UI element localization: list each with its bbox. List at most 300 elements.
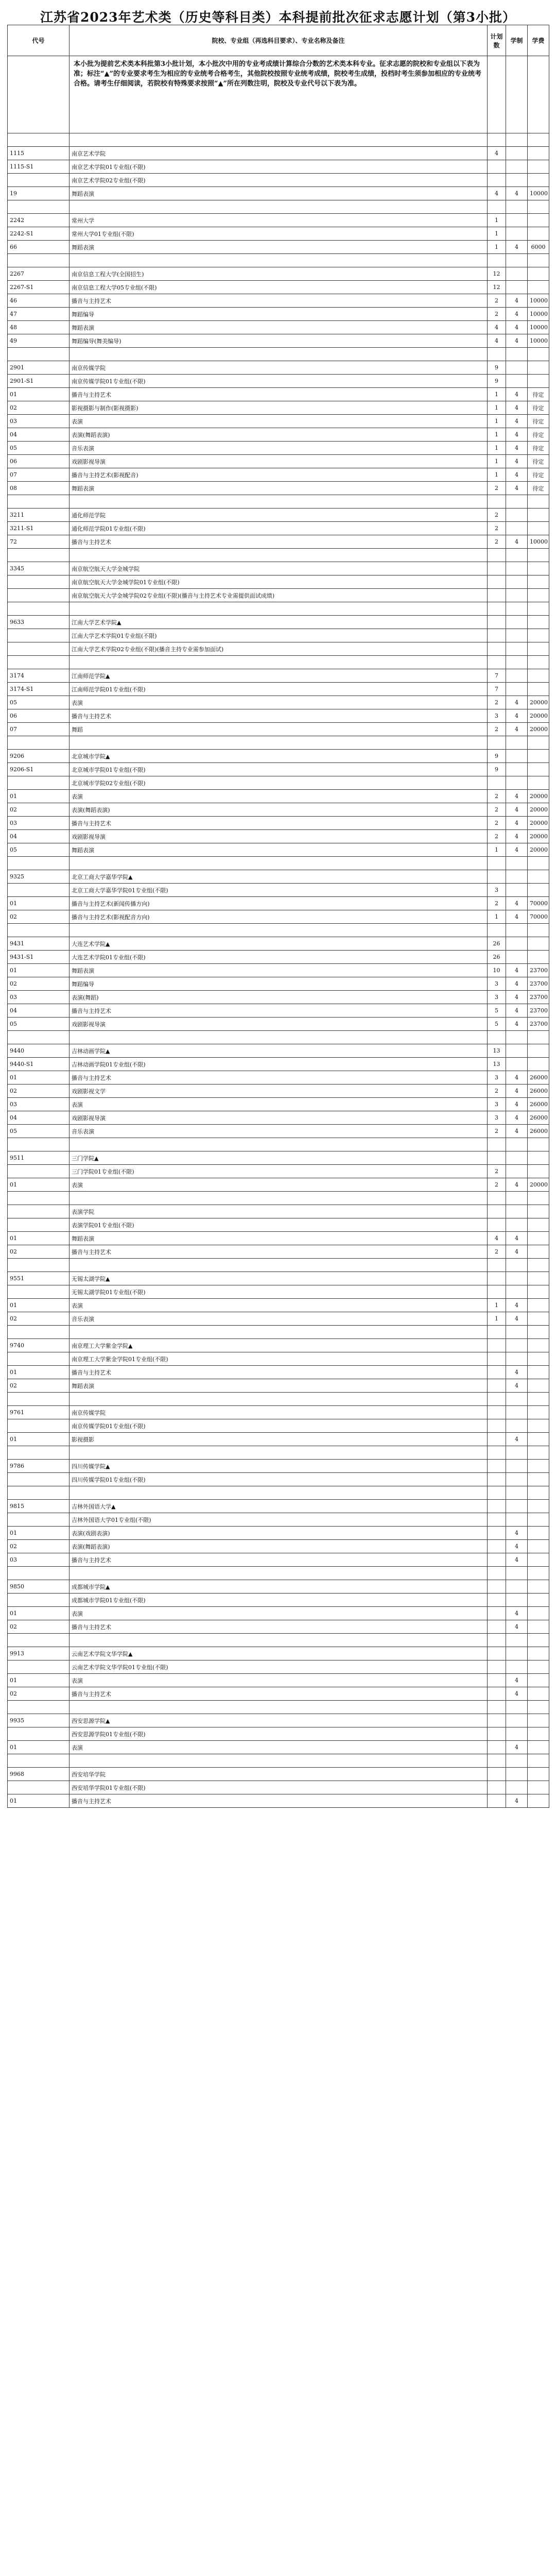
table-row xyxy=(8,535,549,549)
cell-fee xyxy=(528,1540,549,1553)
cell-plan xyxy=(488,1259,506,1272)
cell-name: 西安培华学院01专业组(不限) xyxy=(70,1781,488,1794)
cell-name: 江南大学艺术学院01专业组(不限) xyxy=(70,629,488,642)
cell-code xyxy=(8,602,70,616)
cell-code: 04 xyxy=(8,830,70,843)
cell-fee: 20000 xyxy=(528,830,549,843)
cell-name xyxy=(70,1393,488,1406)
cell-plan: 5 xyxy=(488,1004,506,1018)
cell-fee xyxy=(528,1473,549,1486)
cell-plan xyxy=(488,1486,506,1500)
cell-fee: 26000 xyxy=(528,1098,549,1111)
cell-plan: 9 xyxy=(488,361,506,375)
table-row xyxy=(8,348,549,361)
cell-fee xyxy=(528,1326,549,1339)
cell-code: 05 xyxy=(8,1125,70,1138)
cell-plan xyxy=(488,924,506,937)
cell-name: 北京工商大学嘉华学院01专业组(不限) xyxy=(70,884,488,897)
cell-years: 4 xyxy=(506,1433,528,1446)
cell-name: 通化师范学院 xyxy=(70,509,488,522)
table-row xyxy=(8,1245,549,1259)
cell-code: 9551 xyxy=(8,1272,70,1285)
cell-years: 4 xyxy=(506,790,528,803)
table-row xyxy=(8,991,549,1004)
table-row xyxy=(8,937,549,951)
cell-fee xyxy=(528,1660,549,1674)
cell-years xyxy=(506,776,528,790)
cell-fee: 20000 xyxy=(528,843,549,857)
cell-fee xyxy=(528,495,549,509)
cell-fee xyxy=(528,1701,549,1714)
cell-code: 02 xyxy=(8,1687,70,1701)
cell-code xyxy=(8,1513,70,1527)
cell-code xyxy=(8,1192,70,1205)
table-row xyxy=(8,294,549,308)
table-row xyxy=(8,187,549,200)
cell-fee xyxy=(528,1031,549,1044)
cell-name: 播音与主持艺术 xyxy=(70,1794,488,1808)
cell-fee xyxy=(528,1727,549,1741)
cell-plan xyxy=(488,1272,506,1285)
cell-plan xyxy=(488,602,506,616)
cell-plan xyxy=(488,1393,506,1406)
table-row xyxy=(8,200,549,214)
cell-name: 表演 xyxy=(70,1741,488,1754)
cell-plan xyxy=(488,1218,506,1232)
table-row xyxy=(8,843,549,857)
table-row xyxy=(8,857,549,870)
cell-years: 4 xyxy=(506,1607,528,1620)
table-row xyxy=(8,1687,549,1701)
cell-name: 表演 xyxy=(70,790,488,803)
table-row xyxy=(8,1138,549,1151)
cell-fee: 20000 xyxy=(528,1178,549,1192)
cell-years: 4 xyxy=(506,897,528,910)
table-row xyxy=(8,1540,549,1553)
cell-years: 4 xyxy=(506,1553,528,1567)
table-row xyxy=(8,709,549,723)
cell-years: 4 xyxy=(506,308,528,321)
cell-fee: 待定 xyxy=(528,468,549,482)
cell-name: 表演(舞蹈表演) xyxy=(70,428,488,442)
cell-years: 4 xyxy=(506,334,528,348)
cell-fee xyxy=(528,1272,549,1285)
cell-fee xyxy=(528,1754,549,1768)
cell-code: 06 xyxy=(8,455,70,468)
table-row xyxy=(8,1567,549,1580)
cell-plan: 4 xyxy=(488,334,506,348)
cell-plan xyxy=(488,776,506,790)
cell-plan: 10 xyxy=(488,964,506,977)
cell-fee xyxy=(528,1687,549,1701)
cell-fee xyxy=(528,281,549,294)
cell-fee xyxy=(528,1192,549,1205)
table-row xyxy=(8,656,549,669)
cell-code xyxy=(8,1326,70,1339)
cell-plan xyxy=(488,1567,506,1580)
cell-years xyxy=(506,870,528,884)
table-row xyxy=(8,910,549,924)
cell-name: 舞蹈表演 xyxy=(70,187,488,200)
cell-name: 舞蹈编导(舞美编导) xyxy=(70,334,488,348)
cell-plan xyxy=(488,1031,506,1044)
cell-name: 播音与主持艺术 xyxy=(70,535,488,549)
cell-code: 9935 xyxy=(8,1714,70,1727)
cell-fee: 26000 xyxy=(528,1125,549,1138)
table-row xyxy=(8,1634,549,1647)
cell-plan xyxy=(488,495,506,509)
cell-code: 1115 xyxy=(8,147,70,160)
cell-code xyxy=(8,1727,70,1741)
intro-code-cell xyxy=(8,56,70,133)
cell-code xyxy=(8,924,70,937)
cell-years xyxy=(506,642,528,656)
cell-plan xyxy=(488,1326,506,1339)
cell-years xyxy=(506,562,528,575)
cell-code xyxy=(8,174,70,187)
cell-fee xyxy=(528,924,549,937)
cell-name: 舞蹈表演 xyxy=(70,321,488,334)
cell-years: 4 xyxy=(506,817,528,830)
cell-plan: 26 xyxy=(488,937,506,951)
cell-code: 01 xyxy=(8,1674,70,1687)
cell-years xyxy=(506,951,528,964)
table-row xyxy=(8,1406,549,1419)
table-row xyxy=(8,1084,549,1098)
cell-name: 三门学院▲ xyxy=(70,1151,488,1165)
cell-name xyxy=(70,1259,488,1272)
cell-years: 4 xyxy=(506,1312,528,1326)
cell-plan xyxy=(488,656,506,669)
table-row xyxy=(8,1044,549,1058)
cell-code: 04 xyxy=(8,1111,70,1125)
table-row xyxy=(8,830,549,843)
cell-plan: 2 xyxy=(488,1178,506,1192)
cell-name: 大连艺术学院01专业组(不限) xyxy=(70,951,488,964)
cell-fee xyxy=(528,1794,549,1808)
cell-code xyxy=(8,1754,70,1768)
cell-fee xyxy=(528,1500,549,1513)
cell-name: 南京艺术学院01专业组(不限) xyxy=(70,160,488,174)
cell-code xyxy=(8,575,70,589)
table-row xyxy=(8,1218,549,1232)
cell-fee xyxy=(528,1218,549,1232)
cell-years xyxy=(506,884,528,897)
cell-fee xyxy=(528,1044,549,1058)
cell-code: 01 xyxy=(8,897,70,910)
cell-name: 南京传媒学院 xyxy=(70,1406,488,1419)
cell-code: 02 xyxy=(8,1620,70,1634)
cell-years: 4 xyxy=(506,468,528,482)
cell-code xyxy=(8,348,70,361)
cell-name xyxy=(70,495,488,509)
cell-code: 9206 xyxy=(8,750,70,763)
table-row xyxy=(8,696,549,709)
cell-plan xyxy=(488,1701,506,1714)
cell-plan: 1 xyxy=(488,468,506,482)
cell-plan xyxy=(488,1580,506,1594)
cell-fee: 23700 xyxy=(528,1018,549,1031)
cell-fee xyxy=(528,1594,549,1607)
cell-years xyxy=(506,656,528,669)
cell-name: 播音与主持艺术 xyxy=(70,1004,488,1018)
cell-years: 4 xyxy=(506,1178,528,1192)
cell-name: 南京传媒学院01专业组(不限) xyxy=(70,375,488,388)
cell-years xyxy=(506,1339,528,1352)
table-row xyxy=(8,1419,549,1433)
table-row xyxy=(8,1312,549,1326)
table-row xyxy=(8,1232,549,1245)
table-row xyxy=(8,616,549,629)
cell-name: 音乐表演 xyxy=(70,442,488,455)
cell-years xyxy=(506,1031,528,1044)
cell-years: 4 xyxy=(506,1540,528,1553)
cell-name xyxy=(70,1326,488,1339)
cell-years: 4 xyxy=(506,482,528,495)
cell-years: 4 xyxy=(506,1620,528,1634)
intro-text: 本小批为提前艺术类本科批第3小批计划，本小批次中用的专业考成绩计算综合分数的艺术类本科专业。征求志愿的院校和专业组以下表为准；标注“▲”的专业要求考生为相应的专业统考合格考生，其他院校按照专业统考成绩，院校考生成绩，投档时考生须参加相应的专业统考合格。请考生仔细阅读，若院校有特殊要求按照“▲”所在列数注明，院校及专业代号以下表为准。 xyxy=(70,56,488,133)
cell-fee xyxy=(528,884,549,897)
cell-plan xyxy=(488,1674,506,1687)
cell-plan: 1 xyxy=(488,428,506,442)
table-row xyxy=(8,1446,549,1460)
cell-name: 表演(舞蹈) xyxy=(70,991,488,1004)
cell-code: 3174-S1 xyxy=(8,683,70,696)
cell-name: 播音与主持艺术(影视配音) xyxy=(70,468,488,482)
cell-name: 云南艺术学院文华学院01专业组(不限) xyxy=(70,1660,488,1674)
cell-code: 9633 xyxy=(8,616,70,629)
cell-code xyxy=(8,642,70,656)
cell-fee xyxy=(528,1433,549,1446)
table-header-row xyxy=(8,25,549,56)
table-row xyxy=(8,1527,549,1540)
cell-plan: 2 xyxy=(488,522,506,535)
intro-fee-cell xyxy=(528,56,549,133)
table-row xyxy=(8,803,549,817)
cell-years xyxy=(506,1580,528,1594)
cell-code xyxy=(8,1701,70,1714)
cell-name: 吉林动画学院▲ xyxy=(70,1044,488,1058)
cell-years: 4 xyxy=(506,723,528,736)
table-row xyxy=(8,1553,549,1567)
table-row xyxy=(8,1580,549,1594)
table-row xyxy=(8,1352,549,1366)
cell-code xyxy=(8,1352,70,1366)
table-row xyxy=(8,897,549,910)
cell-fee: 待定 xyxy=(528,428,549,442)
cell-plan xyxy=(488,575,506,589)
cell-name: 舞蹈表演 xyxy=(70,964,488,977)
cell-code xyxy=(8,1660,70,1674)
cell-years: 4 xyxy=(506,455,528,468)
cell-name xyxy=(70,1701,488,1714)
cell-code: 01 xyxy=(8,388,70,401)
cell-fee: 10000 xyxy=(528,294,549,308)
cell-fee xyxy=(528,1379,549,1393)
cell-code: 01 xyxy=(8,1527,70,1540)
cell-years: 4 xyxy=(506,1527,528,1540)
cell-name xyxy=(70,736,488,750)
cell-fee: 23700 xyxy=(528,991,549,1004)
cell-name: 播音与主持艺术(新闻传播方向) xyxy=(70,897,488,910)
cell-years xyxy=(506,1567,528,1580)
cell-name: 南京理工大学紫金学院01专业组(不限) xyxy=(70,1352,488,1366)
cell-years xyxy=(506,1768,528,1781)
cell-name: 舞蹈表演 xyxy=(70,482,488,495)
cell-years xyxy=(506,174,528,187)
cell-years xyxy=(506,1727,528,1741)
cell-years xyxy=(506,1781,528,1794)
cell-plan: 2 xyxy=(488,696,506,709)
table-row xyxy=(8,401,549,415)
cell-fee xyxy=(528,1245,549,1259)
cell-years xyxy=(506,736,528,750)
table-row xyxy=(8,147,549,160)
cell-plan: 13 xyxy=(488,1058,506,1071)
cell-fee: 26000 xyxy=(528,1084,549,1098)
cell-plan: 2 xyxy=(488,1165,506,1178)
cell-plan: 1 xyxy=(488,843,506,857)
cell-name: 江南师范学院01专业组(不限) xyxy=(70,683,488,696)
cell-fee xyxy=(528,1299,549,1312)
cell-years: 4 xyxy=(506,1018,528,1031)
table-row xyxy=(8,174,549,187)
cell-years: 4 xyxy=(506,1794,528,1808)
table-row xyxy=(8,308,549,321)
cell-plan: 3 xyxy=(488,1111,506,1125)
cell-years xyxy=(506,375,528,388)
cell-plan: 1 xyxy=(488,401,506,415)
cell-years: 4 xyxy=(506,321,528,334)
cell-fee xyxy=(528,147,549,160)
table-row xyxy=(8,1513,549,1527)
cell-fee: 10000 xyxy=(528,187,549,200)
table-row xyxy=(8,254,549,267)
cell-name: 影视摄影与制作(影视摄影) xyxy=(70,401,488,415)
table-row xyxy=(8,669,549,683)
cell-fee xyxy=(528,1446,549,1460)
cell-fee xyxy=(528,870,549,884)
table-row xyxy=(8,1071,549,1084)
cell-code xyxy=(8,1486,70,1500)
cell-years xyxy=(506,602,528,616)
table-row xyxy=(8,1500,549,1513)
header-fee: 学费 xyxy=(528,25,549,56)
cell-code: 3345 xyxy=(8,562,70,575)
cell-fee: 70000 xyxy=(528,910,549,924)
cell-fee xyxy=(528,1339,549,1352)
cell-name: 表演(舞蹈表演) xyxy=(70,1540,488,1553)
cell-code: 03 xyxy=(8,817,70,830)
cell-years: 4 xyxy=(506,442,528,455)
cell-code: 01 xyxy=(8,1794,70,1808)
cell-fee xyxy=(528,763,549,776)
cell-plan: 9 xyxy=(488,375,506,388)
cell-fee: 待定 xyxy=(528,388,549,401)
table-row xyxy=(8,1272,549,1285)
cell-name: 播音与主持艺术 xyxy=(70,388,488,401)
cell-fee xyxy=(528,1151,549,1165)
cell-fee xyxy=(528,1607,549,1620)
cell-code: 01 xyxy=(8,1741,70,1754)
table-row xyxy=(8,1125,549,1138)
table-row xyxy=(8,415,549,428)
cell-code: 2242 xyxy=(8,214,70,227)
table-row xyxy=(8,160,549,174)
cell-plan xyxy=(488,1339,506,1352)
cell-code: 01 xyxy=(8,964,70,977)
cell-fee xyxy=(528,1058,549,1071)
cell-fee xyxy=(528,1232,549,1245)
cell-code: 46 xyxy=(8,294,70,308)
cell-code: 01 xyxy=(8,1299,70,1312)
cell-code xyxy=(8,1031,70,1044)
cell-years xyxy=(506,1473,528,1486)
cell-fee xyxy=(528,214,549,227)
cell-years xyxy=(506,1285,528,1299)
cell-plan xyxy=(488,1138,506,1151)
cell-plan xyxy=(488,174,506,187)
cell-plan xyxy=(488,1406,506,1419)
cell-code: 03 xyxy=(8,1553,70,1567)
cell-name: 南京理工大学紫金学院▲ xyxy=(70,1339,488,1352)
cell-fee xyxy=(528,683,549,696)
intro-years-cell xyxy=(506,56,528,133)
cell-fee xyxy=(528,254,549,267)
table-row xyxy=(8,1486,549,1500)
cell-plan xyxy=(488,736,506,750)
cell-code: 9440-S1 xyxy=(8,1058,70,1071)
header-name: 院校、专业组（再选科目要求）、专业名称及备注 xyxy=(70,25,488,56)
cell-plan xyxy=(488,1285,506,1299)
cell-plan: 2 xyxy=(488,1245,506,1259)
cell-name: 表演 xyxy=(70,1299,488,1312)
cell-name xyxy=(70,1446,488,1460)
cell-years: 4 xyxy=(506,401,528,415)
cell-years xyxy=(506,361,528,375)
cell-name: 西安培华学院 xyxy=(70,1768,488,1781)
cell-name: 播音与主持艺术(影视配音方向) xyxy=(70,910,488,924)
cell-fee xyxy=(528,522,549,535)
cell-code: 01 xyxy=(8,790,70,803)
cell-years xyxy=(506,1660,528,1674)
cell-name: 吉林动画学院01专业组(不限) xyxy=(70,1058,488,1071)
cell-years xyxy=(506,750,528,763)
cell-code: 49 xyxy=(8,334,70,348)
table-row xyxy=(8,790,549,803)
cell-fee: 10000 xyxy=(528,535,549,549)
cell-code: 2901-S1 xyxy=(8,375,70,388)
cell-name: 北京城市学院▲ xyxy=(70,750,488,763)
cell-code: 05 xyxy=(8,442,70,455)
cell-name: 戏剧影视导演 xyxy=(70,1018,488,1031)
cell-fee xyxy=(528,375,549,388)
cell-code: 03 xyxy=(8,991,70,1004)
cell-plan xyxy=(488,1366,506,1379)
cell-fee xyxy=(528,174,549,187)
cell-name: 成都城市学院▲ xyxy=(70,1580,488,1594)
cell-plan: 3 xyxy=(488,977,506,991)
cell-years xyxy=(506,147,528,160)
table-row xyxy=(8,1754,549,1768)
cell-plan: 12 xyxy=(488,267,506,281)
cell-years xyxy=(506,1486,528,1500)
table-row xyxy=(8,1379,549,1393)
cell-name: 江南大学艺术学院02专业组(不限)(播音主持专业需参加面试) xyxy=(70,642,488,656)
cell-code: 02 xyxy=(8,1379,70,1393)
cell-name xyxy=(70,549,488,562)
cell-fee xyxy=(528,200,549,214)
